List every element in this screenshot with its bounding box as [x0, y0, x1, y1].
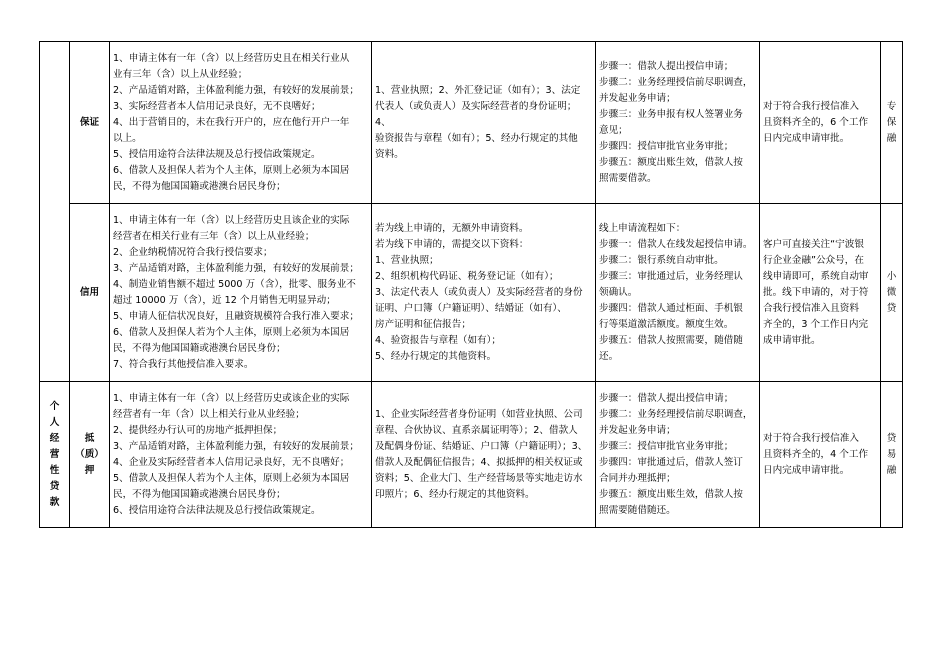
requirement-line: 以上。 [113, 132, 142, 144]
process-step: 步骤一：借款人提出授信申请； [599, 392, 734, 404]
timeline-line: 齐全的，3 个工作日内完 [763, 318, 869, 330]
material-line: 若为线下申请的，需提交以下资料： [375, 238, 529, 250]
table-row [40, 204, 903, 382]
timeline-line: 成申请审批。 [763, 334, 821, 346]
timeline-cell [760, 204, 881, 382]
process-step: 步骤五：额度出账生效，借款人按 [599, 156, 743, 168]
requirement-line: 业有三年（含）以上从业经验； [113, 68, 248, 80]
requirement-line: 民，不得为他国国籍或港澳台居民身份； [113, 488, 286, 500]
requirement-line: 1、申请主体有一年（含）以上经营历史或该企业的实际 [113, 392, 350, 404]
process-step: 领确认。 [599, 286, 638, 298]
material-line: 3、法定代表人（或负责人）及实际经营者的身份 [375, 286, 583, 298]
product-char: 融 [886, 132, 897, 144]
timeline-line: 线申请即可，系统自动审 [763, 270, 869, 282]
requirement-line: 7、符合我行其他授信准入要求。 [113, 358, 254, 370]
category-char: 人 [49, 416, 60, 428]
requirement-line: 6、借款人及担保人若为个人主体，原则上必须为本国居 [113, 326, 350, 338]
product-char: 贷 [886, 432, 897, 444]
process-step: 还。 [599, 350, 619, 362]
timeline-line: 客户可直接关注“宁波银 [763, 238, 864, 250]
material-line: 2、组织机构代码证、税务登记证（如有）； [375, 270, 559, 282]
materials-cell [372, 204, 596, 382]
timeline-line: 对于符合我行授信准入 [763, 100, 859, 112]
product-name-cell [881, 42, 903, 204]
timeline-cell [760, 42, 881, 204]
timeline-cell [760, 382, 881, 528]
guarantee-type-label: 保证 [79, 116, 100, 128]
material-line: 验资报告与章程（如有）；5、经办行规定的其他 [375, 132, 578, 144]
material-line: 及配偶身份证、结婚证、户口簿（户籍证明）；3、 [375, 440, 588, 452]
process-cell [596, 204, 760, 382]
product-name-cell [881, 382, 903, 528]
requirements-cell [110, 382, 372, 528]
category-cell [40, 382, 70, 528]
material-line: 代表人（或负责人）及实际经营者的身份证明；4、 [375, 100, 577, 128]
material-line: 5、经办行规定的其他资料。 [375, 350, 497, 362]
credit-type-label: 信用 [79, 286, 100, 298]
material-line: 证明、户口簿（户籍证明）、结婚证（如有）、 [375, 302, 567, 314]
process-step: 步骤三：审批通过后，业务经理认 [599, 270, 743, 282]
material-line: 借款人及配偶征信报告；4、拟抵押的相关权证或 [375, 456, 583, 468]
requirement-line: 2、企业纳税情况符合我行授信要求； [113, 246, 273, 258]
requirement-line: 6、借款人及担保人若为个人主体，原则上必须为本国居 [113, 164, 350, 176]
category-char: 个 [49, 400, 60, 412]
requirement-line: 1、申请主体有一年（含）以上经营历史且在相关行业从 [113, 52, 350, 64]
requirement-line: 5、借款人及担保人若为个人主体，原则上必须为本国居 [113, 472, 350, 484]
material-line: 1、营业执照； [375, 254, 439, 266]
type-char: （质） [75, 448, 104, 460]
product-char: 贷 [886, 302, 897, 314]
product-char: 保 [886, 116, 897, 128]
requirement-line: 经营者在相关行业有三年（含）以上从业经验； [113, 230, 315, 242]
guarantee-type-cell [70, 42, 110, 204]
process-step: 照需要借款。 [599, 172, 657, 184]
process-step: 步骤四：授信审批官业务审批； [599, 140, 734, 152]
process-step: 合同并办理抵押； [599, 472, 676, 484]
requirement-line: 3、实际经营者本人信用记录良好，无不良嗜好； [113, 100, 321, 112]
material-line: 资料。 [375, 148, 404, 160]
loan-products-table [39, 41, 903, 528]
requirements-cell [110, 42, 372, 204]
product-char: 微 [886, 286, 897, 298]
material-line: 若为线上申请的，无额外申请资料。 [375, 222, 529, 234]
process-step: 行等渠道激活额度。额度生效。 [599, 318, 734, 330]
process-cell [596, 382, 760, 528]
material-line: 印照片；6、经办行规定的其他资料。 [375, 488, 535, 500]
process-step: 步骤三：授信审批官业务审批； [599, 440, 734, 452]
product-char: 易 [886, 448, 897, 460]
category-char: 款 [49, 496, 60, 508]
process-step: 步骤四：借款人通过柜面、手机银 [599, 302, 743, 314]
category-char: 贷 [49, 480, 60, 492]
requirement-line: 5、申请人征信状况良好，且融资规模符合我行准入要求； [113, 310, 359, 322]
category-cell-blank [40, 42, 70, 382]
timeline-line: 批。线下申请的，对于符 [763, 286, 869, 298]
product-char: 小 [886, 270, 897, 282]
product-name-cell [881, 204, 903, 382]
process-step: 步骤一：借款人在线发起授信申请。 [599, 238, 753, 250]
requirement-line: 4、企业及实际经营者本人信用记录良好，无不良嗜好； [113, 456, 350, 468]
table-row [40, 42, 903, 204]
material-line: 1、营业执照；2、外汇登记证（如有）；3、法定 [375, 84, 581, 96]
requirement-line: 超过 10000 万（含），近 12 个月销售无明显异动； [113, 294, 336, 306]
table-row [40, 382, 903, 528]
requirement-line: 4、出于营销目的，未在我行开户的，应在他行开户一年 [113, 116, 350, 128]
materials-cell [372, 382, 596, 528]
process-cell [596, 42, 760, 204]
process-step: 步骤三：业务申报有权人签署业务 [599, 108, 743, 120]
process-step: 步骤二：银行系统自动审批。 [599, 254, 724, 266]
requirement-line: 2、产品适销对路，主体盈利能力强，有较好的发展前景； [113, 84, 359, 96]
timeline-line: 且资料齐全的，6 个工作 [763, 116, 869, 128]
material-line: 资料；5、企业大门、生产经营场景等实地走访水 [375, 472, 583, 484]
category-char: 经 [49, 432, 60, 444]
requirement-line: 民，不得为他国国籍或港澳台居民身份； [113, 342, 286, 354]
requirement-line: 4、制造业销售额不超过 5000 万（含），批零、服务业不 [113, 278, 356, 290]
material-line: 房产证明和征信报告； [375, 318, 471, 330]
materials-cell [372, 42, 596, 204]
process-step: 步骤二：业务经理授信前尽职调查， [599, 408, 753, 420]
timeline-line: 对于符合我行授信准入 [763, 432, 859, 444]
category-char: 营 [49, 448, 60, 460]
requirement-line: 6、授信用途符合法律法规及总行授信政策规定。 [113, 504, 321, 516]
type-char: 押 [84, 464, 95, 476]
process-step: 步骤五：借款人按照需要，随借随 [599, 334, 743, 346]
timeline-line: 行企业金融”公众号，在 [763, 254, 864, 266]
category-char: 性 [49, 464, 60, 476]
process-step: 照需要随借随还。 [599, 504, 676, 516]
requirement-line: 1、申请主体有一年（含）以上经营历史且该企业的实际 [113, 214, 350, 226]
requirement-line: 3、产品适销对路，主体盈利能力强，有较好的发展前景； [113, 262, 359, 274]
process-step: 意见； [599, 124, 628, 136]
process-step: 并发起业务申请； [599, 92, 676, 104]
material-line: 章程、合伙协议、直系亲属证明等）；2、借款人 [375, 424, 578, 436]
credit-type-cell [70, 204, 110, 382]
requirement-line: 经营者有一年（含）以上相关行业从业经验； [113, 408, 305, 420]
material-line: 4、验资报告与章程（如有）； [375, 334, 502, 346]
product-char: 专 [886, 100, 897, 112]
process-step: 步骤四：审批通过后，借款人签订 [599, 456, 743, 468]
requirement-line: 3、产品适销对路，主体盈利能力强，有较好的发展前景； [113, 440, 359, 452]
process-step: 步骤一：借款人提出授信申请； [599, 60, 734, 72]
product-char: 融 [886, 464, 897, 476]
timeline-line: 日内完成申请审批。 [763, 132, 850, 144]
timeline-line: 合我行授信准入且资料 [763, 302, 859, 314]
timeline-line: 且资料齐全的，4 个工作 [763, 448, 869, 460]
type-char: 抵 [84, 432, 95, 444]
process-step: 并发起业务申请； [599, 424, 676, 436]
process-step: 线上申请流程如下： [599, 222, 686, 234]
mortgage-type-cell [70, 382, 110, 528]
process-step: 步骤五：额度出账生效，借款人按 [599, 488, 743, 500]
requirement-line: 2、提供经办行认可的房地产抵押担保； [113, 424, 283, 436]
requirement-line: 5、授信用途符合法律法规及总行授信政策规定。 [113, 148, 321, 160]
timeline-line: 日内完成申请审批。 [763, 464, 850, 476]
requirement-line: 民，不得为他国国籍或港澳台居民身份； [113, 180, 286, 192]
material-line: 1、企业实际经营者身份证明（如营业执照、公司 [375, 408, 583, 420]
requirements-cell [110, 204, 372, 382]
process-step: 步骤二：业务经理授信前尽职调查， [599, 76, 753, 88]
